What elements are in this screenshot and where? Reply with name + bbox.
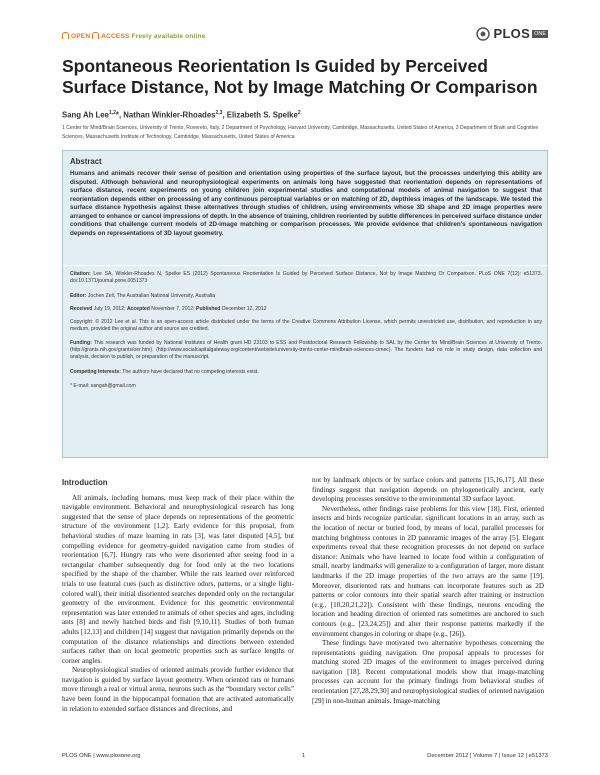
abstract-heading: Abstract — [70, 157, 102, 166]
freely-available-label: Freely available online — [131, 33, 206, 40]
body-paragraph: Nevertheless, other findings raise problems for this view [18]. First, oriented insects and birds recognize particular, significant locations in an array, such as the location of nectar or buried food, by means of local, parallel processes for matching brightness contours in 2D panoramic images of the array [5]. Elegant experiments reveal that these recognition processes do not depend on surface distance: Animals who have learned to locate food within a configuration of small, nearby landmarks will generalize to a configuration of larger, more distant landmarks if the 2D image properties of the two arrays are the same [19]. Moreover, disoriented rats and humans can incorporate features such as 2D patterns or color contours into their spatial search after training or instruction (e.g., [10,20,21,22]). Consistent with these findings, neurons encoding the location and heading direction of oriented rats sometimes are anchored to such contours (e.g., [23,24,25]) and alter their response patterns markedly if the environment changes in coloring or shape (e.g., [26]). — [312, 504, 544, 638]
abstract-text: Humans and animals recover their sense of position and orientation using properties of the surface layout, but the processes underlying this ability are disputed. Although behavioral and neurophysiological experiments on animals long have suggested that reorientation depends on representations of surface distance, recent experiments on young children join experimental studies and computational models of animal navigation to suggest that reorientation depends either on processing of any continuous perceptual variables or on matching of 2D, depthless images of the landscape. We tested the surface distance hypothesis against these alternatives through studies of children, using environments whose 3D shape and 2D image properties were arranged to enhance or cancel impressions of depth. In the absence of training, children reoriented by subtle differences in perceived surface distance under conditions that challenge current models of 2D-image matching or comparison processes. We provide evidence that children's spontaneous navigation depends on representations of 3D layout geometry. — [70, 170, 542, 237]
open-access-lock-icon-2 — [92, 32, 99, 39]
author-affiliation-marker: 1,2 — [108, 110, 116, 116]
author-affiliation-marker: 2,3 — [215, 110, 223, 116]
footer-journal: PLOS ONE | www.plosone.org — [62, 753, 141, 759]
body-paragraph: All animals, including humans, must keep track of their place within the navigable environment. Behavioral and neurophysiological research has long suggested that the sense of place depends on representations of the geometric structure of the environment [1,2]. Early evidence for this proposal, from behavioral studies of maze learning in rats [3], was later disputed [4,5], but compelling evidence for geometry-guided navigation came from studies of reorientation [6,7]. Hungry rats who were disoriented after seeing food in a rectangular chamber subsequently dug for food only at the two locations specified by the shape of the chamber. While the rats learned over reinforced trials to use featural cues (such as distinctive odors, patterns, or a single light-colored wall), their initial disoriented searches depended only on the rectangular geometry of the environment. Evidence for this geometric environmental representation was later extended to animals of other species and ages, including ants [8] and newly hatched birds and fish [9,10,11]. Studies of both human adults [12,13] and children [14] suggest that navigation primarily depends on the computation of the distance relationships and directions between extended surfaces rather than on local geometric properties such as surface lengths or corner angles. — [62, 493, 294, 665]
affiliations: 1 Center for Mind/Brain Sciences, University of Trento, Rovereto, Italy, 2 Department of Psychology, Harvard University, Cambridge, Massachusetts, United States of America, 3 Department of Brain and Cognitive Sciences, Massachusetts Institute of Technology, Cambridge, Massachusetts, United States of America — [62, 125, 539, 140]
open-access-lock-icon — [62, 32, 69, 39]
citation — [70, 271, 542, 285]
published-date: December 12, 2012 — [221, 306, 267, 312]
introduction-heading: Introduction — [62, 478, 108, 487]
funding-label: Funding: — [70, 340, 92, 346]
editor-text: Jochen Zeil, The Australian National University, Australia — [87, 293, 216, 299]
body-column-left — [62, 478, 294, 714]
author-name: Nathan Winkler-Rhoades — [123, 110, 216, 120]
published-label: Published — [196, 306, 221, 312]
dates — [70, 306, 542, 313]
author-name: Sang Ah Lee — [62, 110, 109, 120]
editor — [70, 293, 542, 300]
journal-name: PLOS — [493, 26, 531, 41]
citation-label: Citation: — [70, 271, 91, 277]
body-paragraph: These findings have motivated two alternative hypotheses concerning the representations guiding navigation. One proposal appeals to processes for matching stored 2D images of the environment to images perceived during navigation [18]. Recent computational models show that image-matching processes can account for the primary findings from behavioral studies of reorientation [27,28,29,30] and neurophysiological studies of oriented navigation [29] in non-human animals. Image-matching — [312, 639, 545, 705]
open-label: OPEN — [71, 33, 91, 40]
article-title: Spontaneous Reorientation Is Guided by Perceived Surface Distance, Not by Image Matching Or Comparison — [62, 56, 538, 97]
competing-text: The authors have declared that no competing interests exist. — [122, 369, 259, 375]
accepted-date: November 7, 2012; — [151, 306, 195, 312]
received-date: July 19, 2012; — [93, 306, 126, 312]
body-paragraph: not by landmark objects or by surface colors and patterns [15,16,17]. All these findings suggest that navigation depends on phylogenetically ancient, early developing processes sensitive to the environmental 3D surface layout. — [312, 476, 544, 504]
journal-sub: ONE — [534, 30, 546, 37]
access-label: ACCESS — [101, 33, 130, 40]
email: * E-mail: sangah@gmail.com — [70, 383, 136, 389]
body-paragraph: Neurophysiological studies of oriented animals provide further evidence that navigation is guided by surface layout geometry. When oriented rats or humans move through a real or virtual arena, neurons such as the “boundary vector cells” have been found in the hippocampal formation that are activated automatically in relation to extended surface distances and directions, and — [62, 666, 294, 713]
author-list: Sang Ah Lee$^{1,2}$*, Nathan Winkler-Rhoades$^{2,3}$, Elizabeth S. Spelke$^2$ — [62, 110, 301, 120]
author-name: Elizabeth S. Spelke — [226, 110, 298, 120]
body-column-right — [312, 476, 544, 706]
copyright: Copyright: © 2012 Lee et al. This is an open-access article distributed under the terms of the Creative Commons Attribution License, which permits unrestricted use, distribution, and reproduction in any medium, provided the original author and source are credited. — [70, 319, 542, 333]
accepted-label: Accepted — [126, 306, 150, 312]
page-number: 1 — [302, 753, 306, 759]
journal-header — [62, 26, 548, 46]
competing-label: Competing Interests: — [70, 369, 121, 375]
citation-text: Lee SA, Winkler-Rhoades N, Spelke ES (2012) Spontaneous Reorientation Is Guided by Perceived Surface Distance, Not by Image Matching Or Comparison. PLoS ONE 7(12): e51373. doi:10.1371/journal.pone.0051373 — [70, 271, 542, 285]
competing-interests — [70, 369, 542, 376]
footer-issue: December 2012 | Volume 7 | Issue 12 | e51373 — [427, 753, 548, 759]
funding — [70, 340, 542, 362]
funding-text: This research was funded by National Institutes of Health grant HD 23103 to ESS and Postdoctoral Research Fellowship to SAL by the Center for Mind/Brain Sciences at University of Trento. (http://grants.nih.gov/grants/oer.htm). (http://www.socialcapitalgateway.org/content/website/university-trento-center-mindbrain-sciences-cimec). The funders had no role in study design, data collection and analysis, decision to publish, or preparation of the manuscript. — [70, 340, 542, 361]
received-label: Received — [70, 306, 93, 312]
abstract-divider — [63, 265, 549, 266]
plos-logo — [476, 26, 548, 41]
abstract-box — [62, 150, 548, 458]
plos-globe-icon — [476, 27, 490, 41]
editor-label: Editor: — [70, 293, 87, 299]
open-access-banner — [62, 32, 206, 40]
corresponding-mark: * — [115, 110, 119, 120]
author-affiliation-marker: 2 — [297, 110, 301, 116]
